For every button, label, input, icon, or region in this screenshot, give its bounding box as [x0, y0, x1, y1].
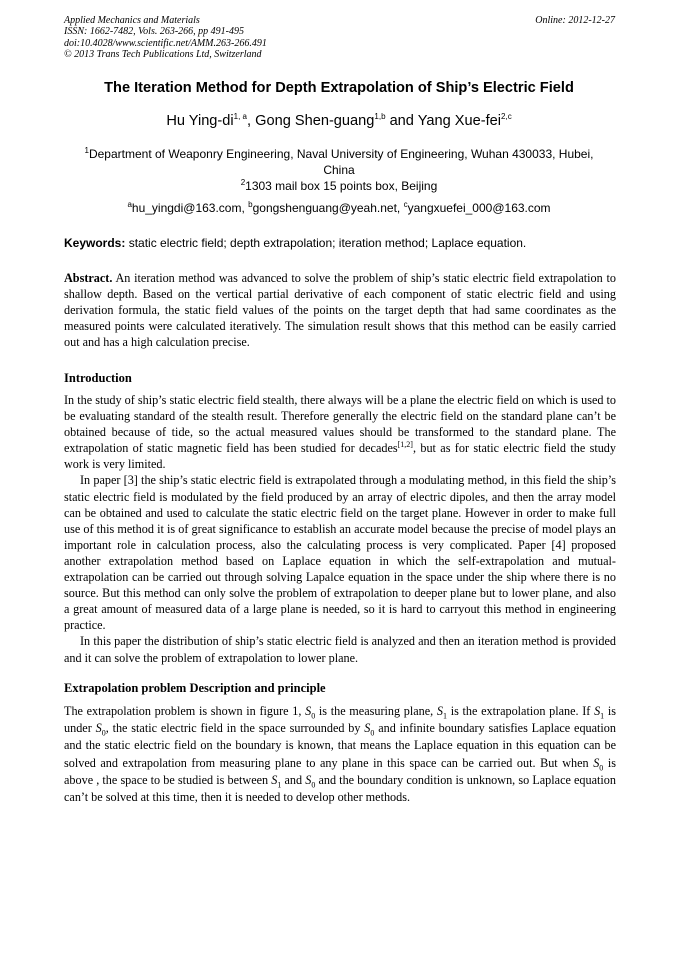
- email-sup: c: [403, 200, 408, 209]
- email-sup: a: [127, 200, 132, 209]
- math-s0: $S_0$: [593, 755, 604, 773]
- author-sup: 1,b: [374, 112, 386, 122]
- math-s1: $S_1$: [436, 704, 448, 721]
- extrapolation-body: [64, 703, 616, 806]
- journal-name: Applied Mechanics and Materials: [64, 15, 200, 26]
- introduction-body: [64, 392, 616, 666]
- paragraph: In the study of ship’s static electric field stealth, there always will be a plane the electric field on which is used to be evaluating standard of the stealth result. Therefore generally the electric field on the standard plane can’t be obtained because of tide, so the actual measured values should be transformed to the standard plane. The extrapolation of static magnetic field has been studied for decades[1,2], but as for static electric field the study work is very limited.: [64, 393, 616, 472]
- paragraph: The extrapolation problem is shown in figure 1, $S_0$ is the measuring plane, $S_1$ is the extrapolation plane. If $S_1$ is under $S_0$, the static electric field in the space surrounded by $S_0$ and infinite boundary satisfies Laplace equation and the static electric field on the boundary is known, that means the Laplace equation in this equation can be solved and extrapolation from measuring plane to any plane in this space can be carried out. But when $S_0$ is above , the space to be studied is between $S_1$ and $S_0$ and the boundary condition is unknown, so Laplace equation can’t be solved at this time, then it is needed to develop other methods.: [64, 704, 616, 805]
- email-link[interactable]: gongshenguang@yeah.net: [252, 201, 397, 215]
- journal-header: [64, 15, 267, 61]
- author-name: Gong Shen-guang: [255, 113, 375, 129]
- doi-line[interactable]: doi:10.4028/www.scientific.net/AMM.263-266.491: [64, 37, 267, 49]
- section-heading-introduction: Introduction: [64, 371, 132, 385]
- abstract: [64, 270, 616, 350]
- section-heading-extrapolation: Extrapolation problem Description and principle: [64, 681, 326, 695]
- affiliation-sup: 1: [84, 146, 89, 155]
- copyright-line: © 2013 Trans Tech Publications Ltd, Switzerland: [64, 49, 262, 61]
- email-separator: ,: [396, 201, 404, 215]
- paper-title: The Iteration Method for Depth Extrapolation of Ship’s Electric Field: [104, 80, 574, 96]
- citation-ref[interactable]: [1,2]: [397, 440, 413, 450]
- online-date: Online: 2012-12-27: [535, 15, 615, 26]
- author-sup: 2,c: [501, 112, 512, 122]
- math-s0: $S_0$: [305, 772, 316, 790]
- keywords: [64, 236, 616, 250]
- math-s0: $S_0$: [364, 721, 375, 738]
- author-list: [40, 113, 638, 129]
- math-s0: $S_0$: [305, 704, 316, 721]
- keywords-label: Keywords:: [64, 236, 126, 250]
- abstract-text: An iteration method was advanced to solve the problem of ship’s static electric field extrapolation to shallow depth. Based on the vertical partial derivative of each component of static electric field and using derivation formula, the static field values of the points on the target depth that had same coordinates as the measured points were calculated iteratively. The simulation result shows that this method can be easily carried out and has a high calculation precise.: [64, 271, 616, 350]
- email-separator: ,: [241, 201, 249, 215]
- affiliation-1: [70, 146, 608, 178]
- keywords-text: static electric field; depth extrapolation; iteration method; Laplace equation.: [125, 236, 527, 250]
- email-sup: b: [248, 200, 253, 209]
- author-name: Yang Xue-fei: [417, 113, 502, 129]
- email-link[interactable]: hu_yingdi@163.com: [131, 201, 242, 215]
- author-sup: 1, a: [233, 112, 247, 122]
- paragraph: In paper [3] the ship’s static electric field is extrapolated through a modulating method, in this field the ship’s static electric field is modulated by the field produced by an array of electric dipoles, and then the array model can be obtained and used to calculate the static electric field on the target plane. However in order to make full use of this method it is of great significance to establish an accurate model because the precise of model plays an important role in calculation process, also the calculating process is very complicated. Paper [4] proposed another extrapolation method based on Laplace equation in which the self-extrapolation and mutual-extrapolation can be carried out through solving Lapalce equation in the space under the ship where there is no source. But this method can only solve the problem of extrapolation to deeper plane but to lower plane, and also a great amount of measured data of a large plane is needed, so it is hard to carryout this method in engineering practice.: [64, 473, 616, 633]
- email-link[interactable]: yangxuefei_000@163.com: [407, 201, 551, 215]
- affiliation-sup: 2: [240, 178, 246, 187]
- affiliation-text: 1303 mail box 15 points box, Beijing: [245, 179, 438, 193]
- affiliation-text: Department of Weaponry Engineering, Naval University of Engineering, Wuhan 430033, Hubei, China: [88, 147, 594, 177]
- author-name: Hu Ying-di: [166, 113, 234, 129]
- author-separator: and: [385, 113, 418, 129]
- paragraph: In this paper the distribution of ship’s static electric field is analyzed and then an iteration method is provided and it can solve the problem of extrapolation to lower plane.: [64, 634, 616, 665]
- math-s1: $S_1$: [271, 772, 282, 790]
- issn-line: ISSN: 1662-7482, Vols. 263-266, pp 491-495: [64, 26, 244, 38]
- abstract-label: Abstract.: [64, 271, 113, 285]
- author-separator: ,: [247, 113, 256, 129]
- author-emails: [40, 201, 638, 215]
- math-s0: $S_0$: [95, 721, 106, 738]
- math-s1: $S_1$: [594, 704, 605, 721]
- affiliation-2: [40, 179, 638, 193]
